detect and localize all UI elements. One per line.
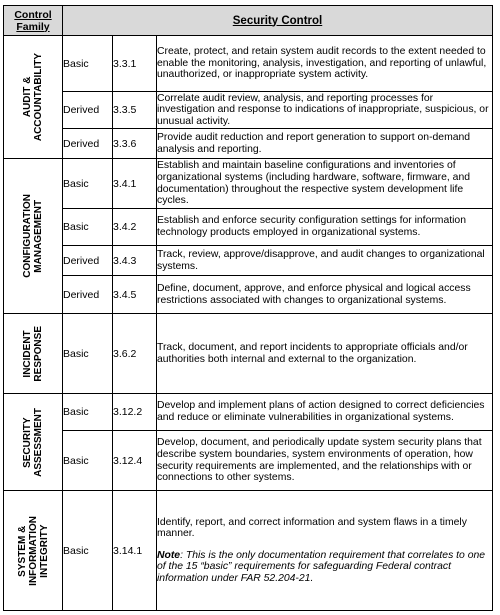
family-label: SYSTEM & INFORMATION INTEGRITY [16,515,50,586]
control-number: 3.3.6 [113,129,157,159]
control-number: 3.4.3 [113,246,157,276]
level-cell: Basic [63,314,113,394]
control-family-header-label: Control Family [14,8,52,33]
table-row [4,209,493,246]
security-control-table [3,5,493,611]
control-description: Track, review, approve/disapprove, and audit changes to organizational systems. [157,246,493,276]
control-number: 3.3.1 [113,36,157,92]
table-row [4,92,493,129]
control-number: 3.4.5 [113,276,157,314]
control-number: 3.12.4 [113,431,157,491]
control-description-with-note [157,491,493,611]
table-row [4,276,493,314]
table-row [4,159,493,209]
level-cell: Basic [63,159,113,209]
control-description: Establish and enforce security configuration settings for information technology products employed in organizational systems. [157,209,493,246]
level-cell: Basic [63,491,113,611]
level-cell: Basic [63,209,113,246]
control-description: Define, document, approve, and enforce physical and logical access restrictions associated with changes to organizational systems. [157,276,493,314]
control-number: 3.12.2 [113,394,157,431]
family-label: INCIDENT RESPONSE [22,325,44,382]
level-cell: Basic [63,431,113,491]
family-cell-configuration [4,159,63,314]
family-cell-incident [4,314,63,394]
note-label: Note [157,549,181,561]
control-family-header [4,6,63,36]
level-cell: Derived [63,246,113,276]
control-number: 3.4.1 [113,159,157,209]
level-cell: Derived [63,129,113,159]
note-text: : This is the only documentation requirement that correlates to one of the 15 “basic” requirements for safeguarding Federal contract information under FAR 52.204-21. [157,549,486,584]
table-row [4,246,493,276]
family-cell-assessment [4,394,63,491]
security-control-header: Security Control [63,6,493,36]
control-description: Identify, report, and correct information and system flaws in a timely manner. [157,516,467,540]
family-cell-integrity [4,491,63,611]
control-number: 3.4.2 [113,209,157,246]
control-number: 3.14.1 [113,491,157,611]
control-number: 3.3.5 [113,92,157,129]
family-cell-audit [4,36,63,159]
control-number: 3.6.2 [113,314,157,394]
control-description: Create, protect, and retain system audit records to the extent needed to enable the monitoring, analysis, investigation, and reporting of unlawful, unauthorized, or inappropriate system activity. [157,36,493,92]
control-description: Track, document, and report incidents to appropriate officials and/or authorities both internal and external to the organization. [157,314,493,394]
table-row [4,36,493,92]
table-header-row [4,6,493,36]
control-description: Develop, document, and periodically update system security plans that describe system boundaries, system environments of operation, how security requirements are implemented, and the relationships with or connections to other systems. [157,431,493,491]
table-row [4,491,493,611]
family-label: CONFIGURATION MANAGEMENT [22,194,44,278]
control-description: Establish and maintain baseline configurations and inventories of organizational systems (including hardware, software, firmware, and documentation) throughout the respective system development life cycles. [157,159,493,209]
level-cell: Basic [63,394,113,431]
level-cell: Derived [63,92,113,129]
table-row [4,431,493,491]
control-description: Develop and implement plans of action designed to correct deficiencies and reduce or eliminate vulnerabilities in organizational systems. [157,394,493,431]
table-row [4,394,493,431]
control-description: Correlate audit review, analysis, and reporting processes for investigation and response to indications of inappropriate, suspicious, or unusual activity. [157,92,493,129]
level-cell: Derived [63,276,113,314]
family-label: SECURITY ASSESSMENT [22,407,44,477]
control-description: Provide audit reduction and report generation to support on-demand analysis and reporting. [157,129,493,159]
table-row [4,314,493,394]
family-label: AUDIT & ACCOUNTABILITY [22,52,44,142]
note-paragraph [157,550,492,585]
level-cell: Basic [63,36,113,92]
table-row [4,129,493,159]
